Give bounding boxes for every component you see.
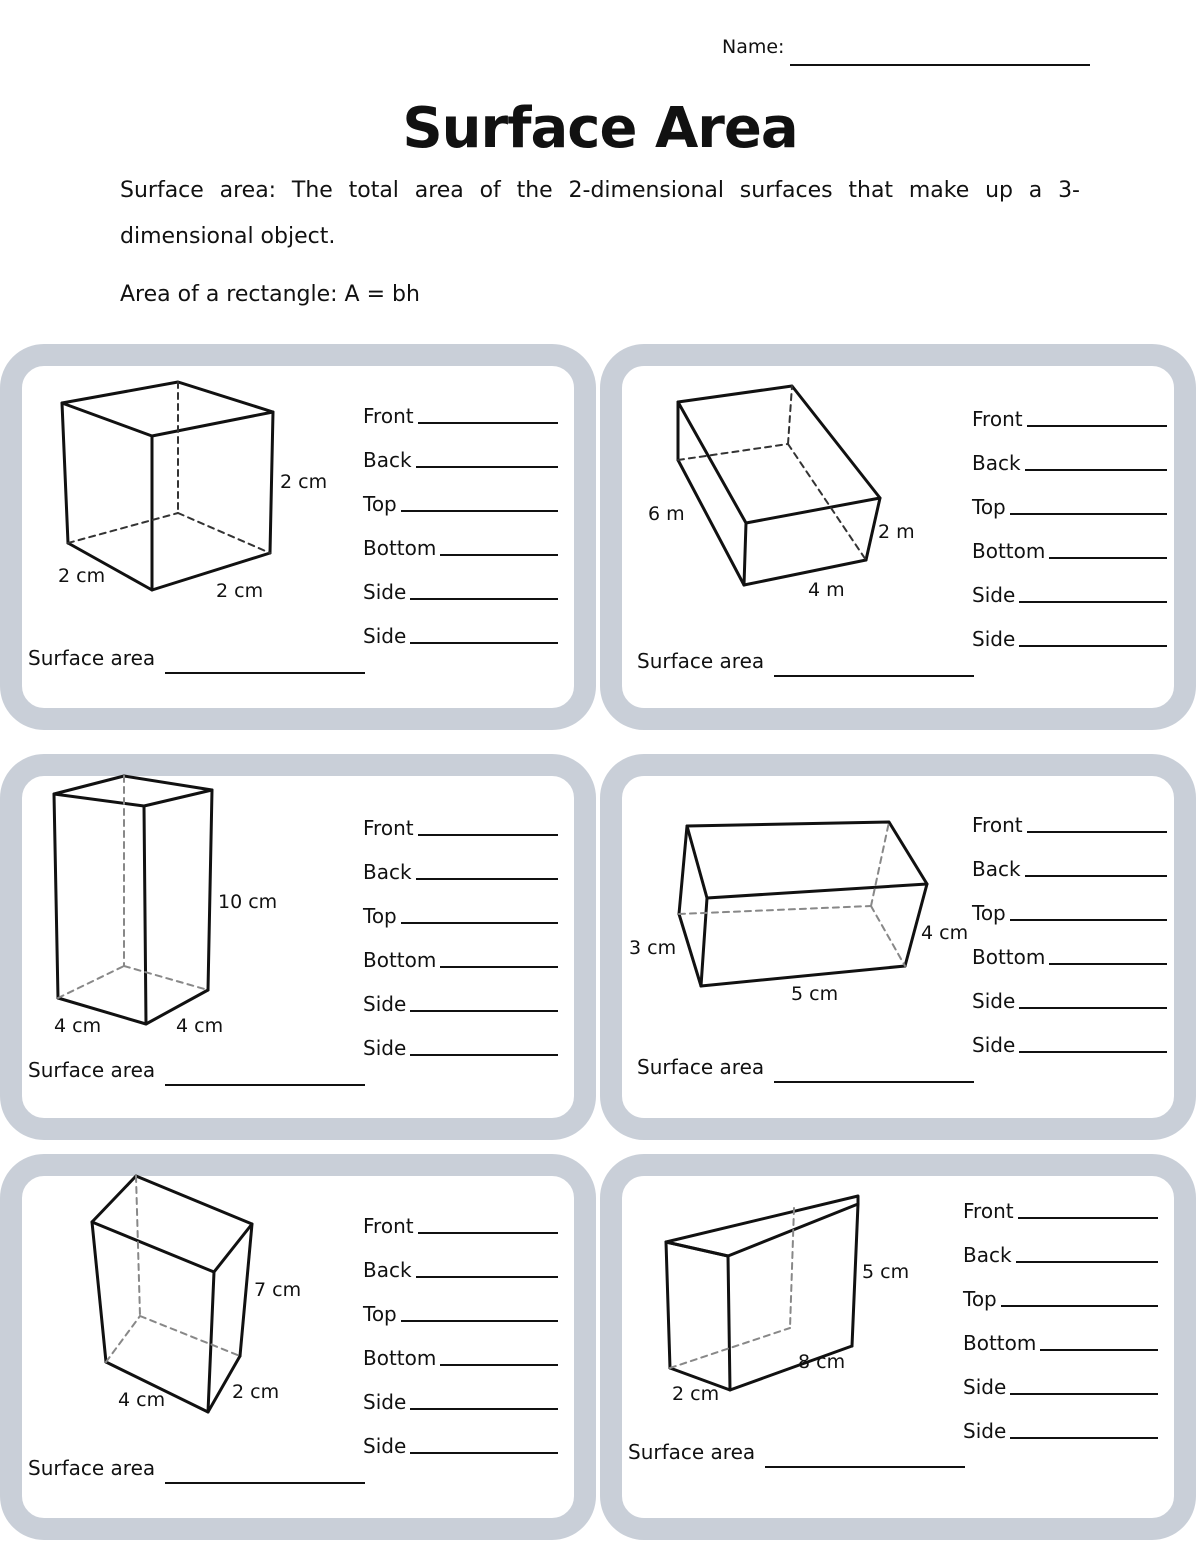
dim-depth: 2 cm bbox=[58, 565, 106, 587]
field-top bbox=[972, 881, 1167, 925]
dimension-label: 8 cm bbox=[798, 1351, 846, 1373]
answer-line[interactable] bbox=[410, 1010, 558, 1012]
dimension-label: 2 cm bbox=[672, 1383, 720, 1405]
answer-line[interactable] bbox=[416, 466, 558, 468]
prism-edge bbox=[679, 826, 687, 914]
answer-fields-4 bbox=[972, 793, 1167, 1057]
field-side bbox=[363, 1370, 558, 1414]
field-label: Back bbox=[972, 451, 1021, 475]
area-rule: Area of a rectangle: A = bh bbox=[120, 282, 420, 307]
answer-line[interactable] bbox=[440, 966, 558, 968]
dimension-label: 4 cm bbox=[118, 1389, 166, 1411]
hidden-edge bbox=[790, 1208, 794, 1328]
field-top bbox=[972, 475, 1167, 519]
answer-line[interactable] bbox=[418, 1232, 558, 1234]
dimension-label: 6 m bbox=[648, 503, 685, 525]
answer-line[interactable] bbox=[401, 922, 558, 924]
answer-line[interactable] bbox=[418, 422, 558, 424]
field-back bbox=[363, 840, 558, 884]
prism-edge bbox=[678, 460, 744, 585]
field-label: Surface area bbox=[28, 1456, 156, 1480]
prism-figure-3 bbox=[30, 770, 330, 1035]
answer-line[interactable] bbox=[1027, 425, 1167, 427]
prism-edge bbox=[666, 1242, 670, 1368]
field-label: Side bbox=[963, 1375, 1007, 1399]
field-label: Bottom bbox=[363, 948, 437, 972]
prism-figure-2 bbox=[640, 370, 940, 610]
surface-area-line[interactable] bbox=[165, 1482, 365, 1484]
answer-line[interactable] bbox=[1025, 875, 1167, 877]
hidden-edge bbox=[136, 1176, 140, 1316]
field-front bbox=[972, 387, 1167, 431]
prism-edge bbox=[666, 1242, 728, 1256]
prism-edge bbox=[679, 914, 701, 986]
answer-line[interactable] bbox=[1019, 645, 1167, 647]
answer-line[interactable] bbox=[1019, 1007, 1167, 1009]
answer-line[interactable] bbox=[1025, 469, 1167, 471]
surface-area-line[interactable] bbox=[774, 675, 974, 677]
hidden-edge bbox=[678, 444, 788, 460]
field-side bbox=[363, 1414, 558, 1458]
dimension-label: 4 cm bbox=[921, 922, 969, 944]
prism-edge bbox=[92, 1176, 252, 1272]
field-bottom bbox=[972, 925, 1167, 969]
prism-edge bbox=[744, 560, 866, 585]
dimension-label: 3 cm bbox=[629, 937, 677, 959]
answer-fields-1 bbox=[363, 384, 558, 648]
dimension-label: 4 cm bbox=[54, 1015, 102, 1035]
field-side bbox=[972, 1013, 1167, 1057]
field-label: Front bbox=[972, 407, 1023, 431]
field-top bbox=[363, 884, 558, 928]
prism-edge bbox=[852, 1204, 858, 1346]
answer-line[interactable] bbox=[401, 1320, 558, 1322]
answer-line[interactable] bbox=[1010, 513, 1167, 515]
field-top bbox=[363, 472, 558, 516]
field-label: Bottom bbox=[963, 1331, 1037, 1355]
field-back bbox=[363, 1238, 558, 1282]
surface-area-field-1 bbox=[28, 646, 365, 670]
answer-line[interactable] bbox=[410, 1408, 558, 1410]
surface-area-line[interactable] bbox=[765, 1466, 965, 1468]
field-front bbox=[963, 1179, 1158, 1223]
field-label: Front bbox=[963, 1199, 1014, 1223]
field-label: Back bbox=[363, 1258, 412, 1282]
field-side bbox=[963, 1399, 1158, 1443]
prism-edge bbox=[678, 386, 880, 523]
dimension-label: 4 cm bbox=[176, 1015, 224, 1035]
field-bottom bbox=[363, 1326, 558, 1370]
field-label: Back bbox=[363, 860, 412, 884]
field-label: Side bbox=[972, 989, 1016, 1013]
hidden-edge bbox=[140, 1316, 240, 1356]
field-label: Front bbox=[363, 404, 414, 428]
dimension-label: 10 cm bbox=[218, 891, 278, 913]
field-side bbox=[972, 563, 1167, 607]
field-front bbox=[363, 384, 558, 428]
dimension-label: 5 cm bbox=[862, 1261, 910, 1283]
field-back bbox=[972, 837, 1167, 881]
answer-line[interactable] bbox=[440, 1364, 558, 1366]
field-label: Side bbox=[963, 1419, 1007, 1443]
dim-height: 2 cm bbox=[280, 471, 328, 493]
field-front bbox=[363, 796, 558, 840]
surface-area-definition: Surface area: The total area of the 2-dimensional surfaces that make up a 3-dimensional object. bbox=[120, 178, 1080, 249]
field-label: Side bbox=[363, 992, 407, 1016]
answer-line[interactable] bbox=[1019, 1051, 1167, 1053]
field-side bbox=[963, 1355, 1158, 1399]
name-input-line[interactable] bbox=[790, 64, 1090, 66]
field-back bbox=[972, 431, 1167, 475]
field-side bbox=[363, 1016, 558, 1060]
answer-line[interactable] bbox=[1019, 601, 1167, 603]
answer-line[interactable] bbox=[1049, 963, 1167, 965]
answer-line[interactable] bbox=[410, 1452, 558, 1454]
answer-line[interactable] bbox=[1010, 1437, 1158, 1439]
field-label: Top bbox=[972, 901, 1006, 925]
hidden-edge bbox=[788, 386, 792, 444]
surface-area-field-4 bbox=[637, 1055, 974, 1079]
answer-line[interactable] bbox=[1010, 919, 1167, 921]
field-label: Top bbox=[363, 904, 397, 928]
prism-edge bbox=[54, 794, 58, 998]
field-label: Surface area bbox=[28, 646, 156, 670]
field-back bbox=[963, 1223, 1158, 1267]
field-label: Back bbox=[363, 448, 412, 472]
cube-figure-1 bbox=[40, 370, 340, 610]
field-label: Surface area bbox=[28, 1058, 156, 1082]
answer-line[interactable] bbox=[1027, 831, 1167, 833]
field-label: Back bbox=[963, 1243, 1012, 1267]
answer-fields-3 bbox=[363, 796, 558, 1060]
prism-edge bbox=[62, 403, 68, 543]
prism-figure-6 bbox=[640, 1180, 920, 1410]
field-label: Side bbox=[363, 580, 407, 604]
field-label: Top bbox=[363, 1302, 397, 1326]
prism-edge bbox=[208, 1272, 214, 1412]
field-label: Surface area bbox=[637, 649, 765, 673]
page-title: Surface Area bbox=[402, 96, 798, 161]
cube-edge bbox=[62, 382, 273, 436]
prism-edge bbox=[54, 776, 212, 806]
answer-fields-6 bbox=[963, 1179, 1158, 1443]
answer-line[interactable] bbox=[418, 834, 558, 836]
field-side bbox=[972, 969, 1167, 1013]
field-label: Side bbox=[363, 624, 407, 648]
surface-area-line[interactable] bbox=[165, 1084, 365, 1086]
field-label: Side bbox=[972, 583, 1016, 607]
field-side bbox=[363, 972, 558, 1016]
field-label: Surface area bbox=[628, 1440, 756, 1464]
answer-line[interactable] bbox=[1040, 1349, 1158, 1351]
field-label: Top bbox=[972, 495, 1006, 519]
answer-fields-5 bbox=[363, 1194, 558, 1458]
field-label: Top bbox=[963, 1287, 997, 1311]
prism-edge bbox=[701, 898, 707, 986]
prism-edge bbox=[744, 523, 746, 585]
hidden-edge bbox=[68, 513, 178, 543]
field-label: Bottom bbox=[363, 1346, 437, 1370]
field-label: Front bbox=[363, 816, 414, 840]
hidden-edge bbox=[178, 513, 270, 553]
prism-edge bbox=[687, 822, 927, 898]
field-side bbox=[363, 560, 558, 604]
answer-line[interactable] bbox=[1049, 557, 1167, 559]
answer-fields-2 bbox=[972, 387, 1167, 651]
hidden-edge bbox=[871, 822, 889, 906]
field-side bbox=[972, 607, 1167, 651]
prism-edge bbox=[92, 1222, 106, 1362]
field-label: Bottom bbox=[363, 536, 437, 560]
surface-area-line[interactable] bbox=[165, 672, 365, 674]
answer-line[interactable] bbox=[1010, 1393, 1158, 1395]
field-label: Side bbox=[972, 1033, 1016, 1057]
field-label: Bottom bbox=[972, 539, 1046, 563]
surface-area-field-3 bbox=[28, 1058, 365, 1082]
field-label: Front bbox=[972, 813, 1023, 837]
field-bottom bbox=[972, 519, 1167, 563]
field-label: Top bbox=[363, 492, 397, 516]
name-label: Name: bbox=[722, 36, 785, 58]
hidden-edge bbox=[124, 966, 208, 990]
field-top bbox=[363, 1282, 558, 1326]
dimension-label: 2 cm bbox=[232, 1381, 280, 1403]
dimension-label: 7 cm bbox=[254, 1279, 302, 1301]
hidden-edge bbox=[106, 1316, 140, 1362]
answer-line[interactable] bbox=[1018, 1217, 1158, 1219]
field-front bbox=[363, 1194, 558, 1238]
field-label: Surface area bbox=[637, 1055, 765, 1079]
dimension-label: 2 m bbox=[878, 521, 915, 543]
field-label: Back bbox=[972, 857, 1021, 881]
answer-line[interactable] bbox=[1016, 1261, 1158, 1263]
field-label: Front bbox=[363, 1214, 414, 1238]
surface-area-field-5 bbox=[28, 1456, 365, 1480]
answer-line[interactable] bbox=[410, 598, 558, 600]
prism-edge bbox=[240, 1224, 252, 1356]
hidden-edge bbox=[871, 906, 905, 966]
answer-line[interactable] bbox=[410, 642, 558, 644]
prism-edge bbox=[208, 790, 212, 990]
field-label: Side bbox=[363, 1036, 407, 1060]
surface-area-field-2 bbox=[637, 649, 974, 673]
answer-line[interactable] bbox=[410, 1054, 558, 1056]
field-label: Bottom bbox=[972, 945, 1046, 969]
surface-area-field-6 bbox=[628, 1440, 965, 1464]
prism-edge bbox=[728, 1256, 730, 1390]
answer-line[interactable] bbox=[416, 878, 558, 880]
field-bottom bbox=[363, 516, 558, 560]
surface-area-line[interactable] bbox=[774, 1081, 974, 1083]
dim-width: 2 cm bbox=[216, 580, 264, 602]
field-bottom bbox=[363, 928, 558, 972]
prism-figure-4 bbox=[625, 810, 970, 1010]
prism-edge bbox=[270, 412, 273, 553]
field-top bbox=[963, 1267, 1158, 1311]
dimension-label: 5 cm bbox=[791, 983, 839, 1005]
field-label: Side bbox=[363, 1390, 407, 1414]
prism-edge bbox=[144, 806, 146, 1024]
prism-figure-5 bbox=[60, 1170, 310, 1420]
answer-line[interactable] bbox=[440, 554, 558, 556]
answer-line[interactable] bbox=[416, 1276, 558, 1278]
dimension-label: 4 m bbox=[808, 579, 845, 601]
field-label: Side bbox=[972, 627, 1016, 651]
answer-line[interactable] bbox=[1001, 1305, 1158, 1307]
field-label: Side bbox=[363, 1434, 407, 1458]
field-front bbox=[972, 793, 1167, 837]
hidden-edge bbox=[58, 966, 124, 998]
answer-line[interactable] bbox=[401, 510, 558, 512]
field-bottom bbox=[963, 1311, 1158, 1355]
field-back bbox=[363, 428, 558, 472]
field-side bbox=[363, 604, 558, 648]
